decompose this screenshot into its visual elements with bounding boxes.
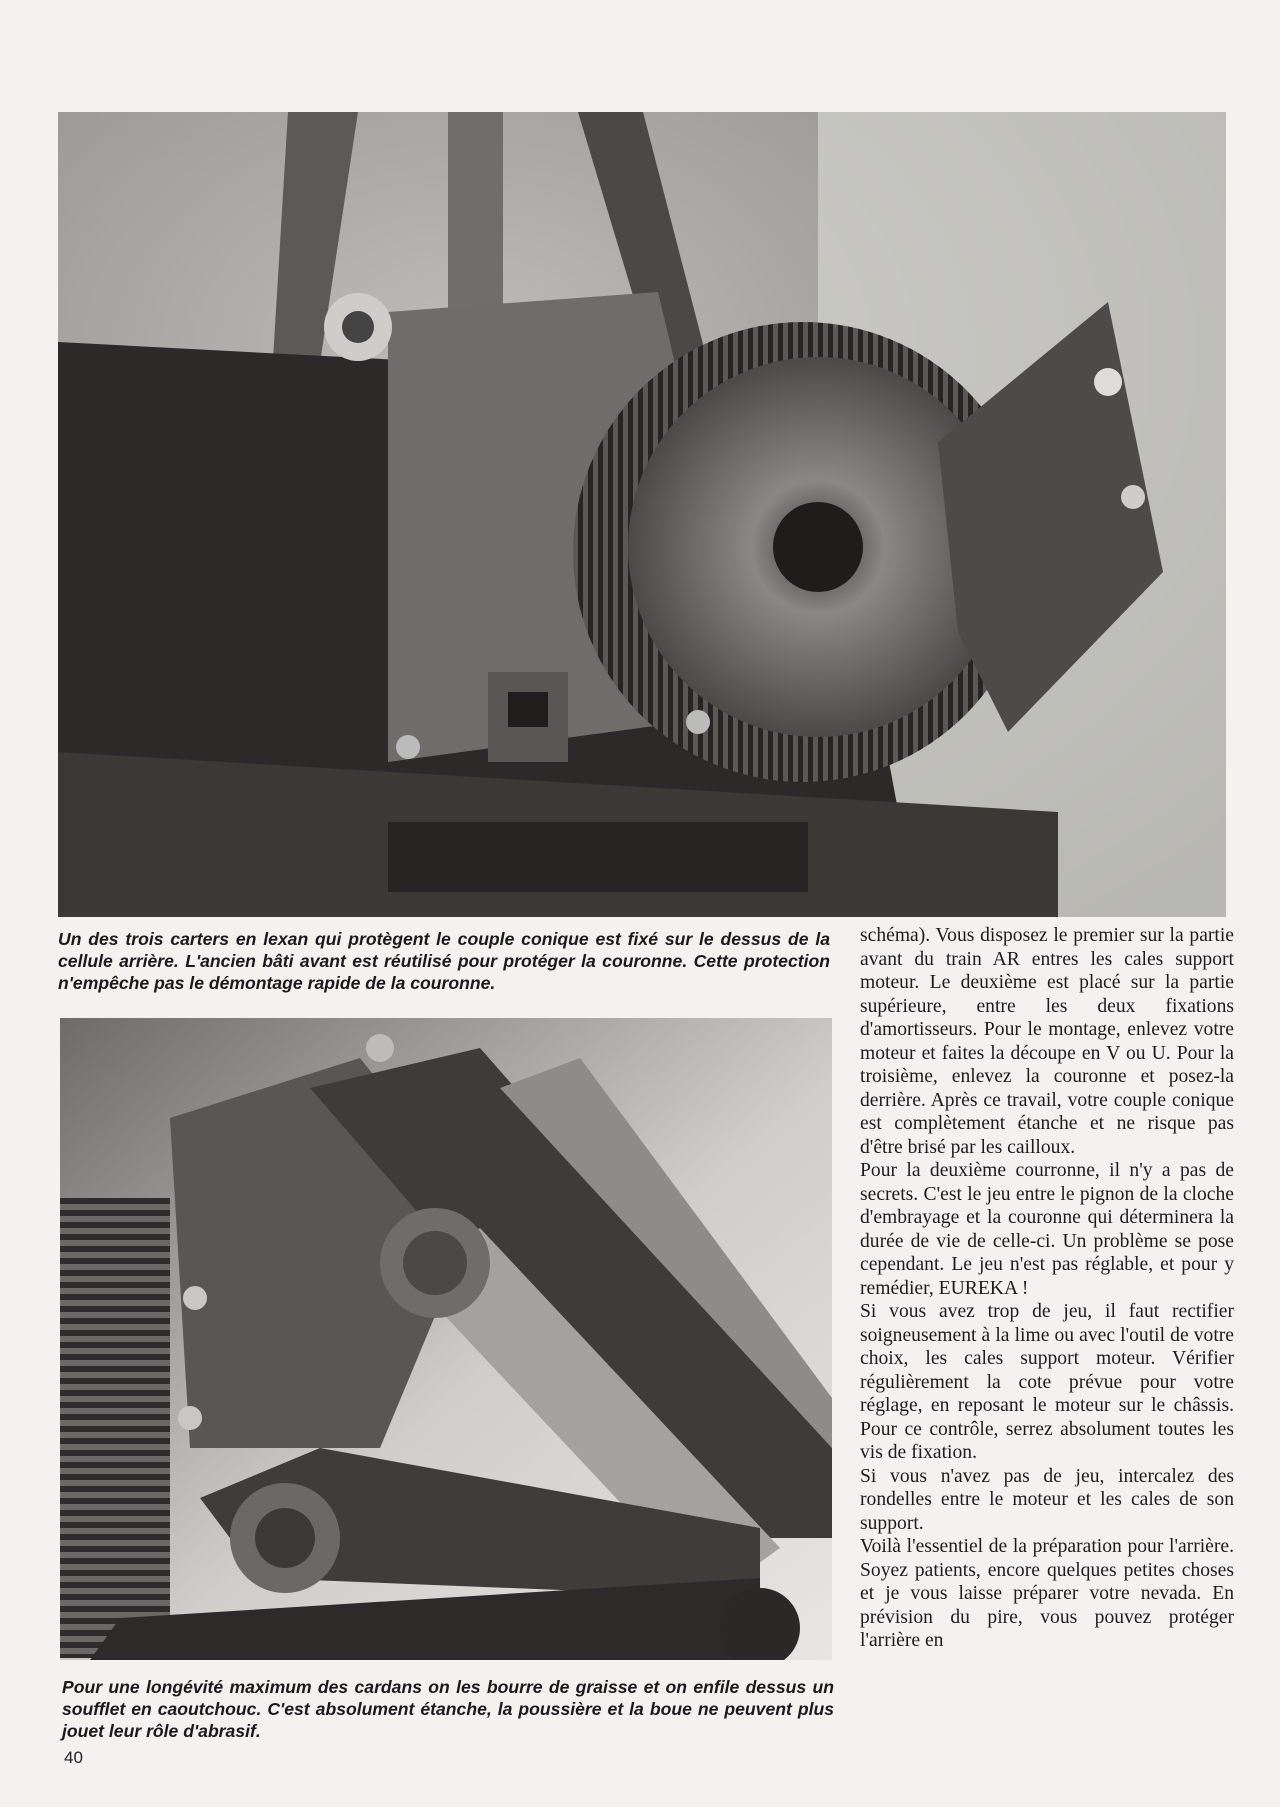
article-column bbox=[860, 924, 1234, 1653]
photo-caption-2: Pour une longévité maximum des cardans on les bourre de graisse et on enfile dessus un soufflet en caoutchouc. C'est absolument étanche, la poussière et la boue ne peuvent plus jouet leur rôle d'abrasif. bbox=[62, 1677, 834, 1741]
page-number: 40 bbox=[64, 1748, 83, 1767]
article-paragraph: Si vous n'avez pas de jeu, intercalez des rondelles entre le moteur et les cales de son support. bbox=[860, 1465, 1234, 1534]
article-paragraph: Si vous avez trop de jeu, il faut rectifier soigneusement à la lime ou avec l'outil de votre choix, les cales support moteur. Vérifier régulièrement la cote prévue pour votre réglage, en reposant le moteur sur le châssis. Pour ce contrôle, serrez absolument toutes les vis de fixation. bbox=[860, 1301, 1234, 1463]
article-paragraph: schéma). Vous disposez le premier sur la partie avant du train AR entres les cales support moteur. Le deuxième est placé sur la partie supérieure, entre les deux fixations d'amortisseurs. Pour le montage, enlevez votre moteur et faites la découpe en V ou U. Pour la troisième, enlevez la couronne et posez-la derrière. Après ce travail, votre couple conique est complètement étanche et ne risque pas d'être brisé par les cailloux. bbox=[860, 925, 1234, 1158]
article-paragraph: Pour la deuxième courronne, il n'y a pas de secrets. C'est le jeu entre le pignon de la cloche d'embrayage et la couronne qui déterminera la durée de vie de celle-ci. Un problème se pose cependant. Le jeu n'est pas réglable, et pour y remédier, EUREKA ! bbox=[860, 1160, 1234, 1299]
photo-caption-1: Un des trois carters en lexan qui protègent le couple conique est fixé sur le dessus de la cellule arrière. L'ancien bâti avant est réutilisé pour protéger la couronne. Cette protection n'empêche pas le démontage rapide de la couronne. bbox=[58, 929, 830, 993]
photo-drive-shafts bbox=[60, 1018, 832, 1660]
photo-gear-cover bbox=[58, 112, 1226, 917]
article-paragraph: Voilà l'essentiel de la préparation pour l'arrière. Soyez patients, encore quelques petites choses et je vous laisse préparer votre nevada. En prévision du pire, vous pouvez protéger l'arrière en bbox=[860, 1536, 1234, 1651]
